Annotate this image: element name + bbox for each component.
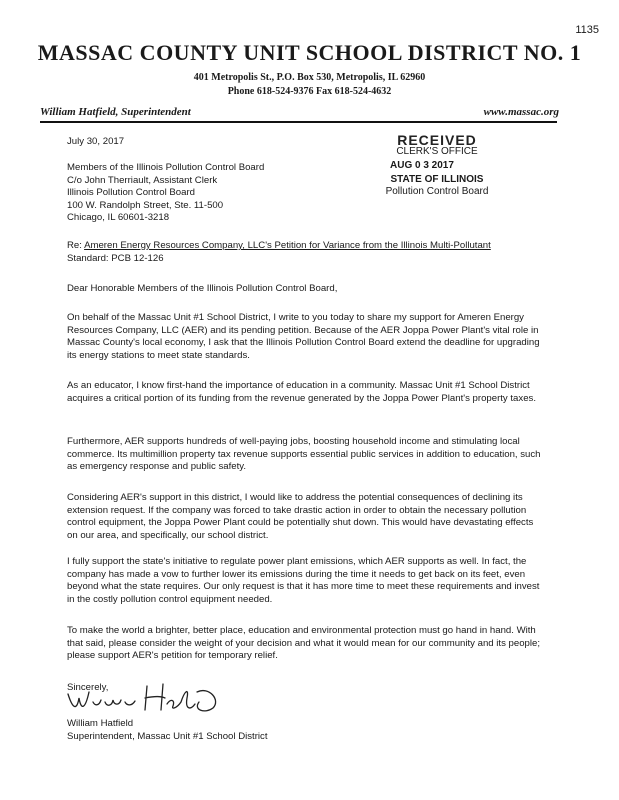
letter-date: July 30, 2017 <box>67 136 125 147</box>
re-prefix: Re: <box>67 240 85 251</box>
letterhead-title: MASSAC COUNTY UNIT SCHOOL DISTRICT NO. 1 <box>37 40 582 65</box>
recipient-line: C/o John Therriault, Assistant Clerk <box>67 174 218 186</box>
stamp-received: RECEIVED <box>397 132 477 148</box>
received-stamp <box>372 134 502 198</box>
recipient-address <box>67 162 264 225</box>
salutation: Dear Honorable Members of the Illinois Pollution Control Board, <box>67 283 338 294</box>
handwritten-signature <box>65 680 225 720</box>
body-paragraph: As an educator, I know first-hand the importance of education in a community. Massac Unit #1 School District acquires a critical portion of its funding from the revenue generated by the Joppa Power Plant's property taxes. <box>67 380 536 404</box>
body-paragraph: Furthermore, AER supports hundreds of well-paying jobs, boosting household income and stimulating local commerce. Its multimillion property tax revenue supports essential public services in addition to education, such as emergency response and public safety. <box>67 436 541 472</box>
body-paragraph: To make the world a brighter, better place, education and environmental protection must go hand in hand. With that said, please consider the weight of your decision and what it would mean for our community and its people; please support AER's petition for temporary relief. <box>67 625 541 661</box>
recipient-line: Members of the Illinois Pollution Control Board <box>67 162 265 173</box>
stamp-date: AUG 0 3 2017 <box>390 160 454 171</box>
re-line <box>67 240 537 265</box>
letterhead-website: www.massac.org <box>483 106 559 118</box>
body-paragraph: On behalf of the Massac Unit #1 School District, I write to you today to share my support for Ameren Energy Resources Company, LLC (AER) and its pending petition. Because of the AER Joppa Power Plant's vital role in Massac County's local economy, I ask that the Illinois Pollution Control Board extend the deadline for upgrading its energy stations to meet state standards. <box>67 312 540 361</box>
stamp-office: CLERK'S OFFICE <box>396 146 478 157</box>
body-paragraph: Considering AER's support in this district, I would like to address the potential consequences of declining its extension request. If the company was forced to take drastic action in order to obtain the necessary pollution control equipment, the Joppa Power Plant could be potentially shut down. This would have devastating effects on our area, and specifically, our school district. <box>67 492 534 541</box>
recipient-line: Chicago, IL 60601-3218 <box>67 212 170 223</box>
signer-title: Superintendent, Massac Unit #1 School District <box>67 731 268 742</box>
recipient-line: 100 W. Randolph Street, Ste. 11-500 <box>67 199 224 211</box>
stamp-state: STATE OF ILLINOIS <box>390 174 484 185</box>
signer-name: William Hatfield <box>67 718 134 729</box>
re-subject: Ameren Energy Resources Company, LLC's Petition for Variance from the Illinois Multi-Pollutant <box>84 240 491 251</box>
closing: Sincerely, <box>67 682 109 693</box>
page-number: 1135 <box>575 24 599 36</box>
stamp-board: Pollution Control Board <box>385 186 489 197</box>
letterhead-divider <box>40 121 557 123</box>
letterhead-phone: Phone 618-524-9376 Fax 618-524-4632 <box>227 86 392 97</box>
re-standard: Standard: PCB 12-126 <box>67 252 164 264</box>
letterhead-address: 401 Metropolis St., P.O. Box 530, Metropolis, IL 62960 <box>193 72 426 83</box>
letterhead-superintendent: William Hatfield, Superintendent <box>40 106 191 118</box>
recipient-line: Illinois Pollution Control Board <box>67 187 195 198</box>
body-paragraph: I fully support the state's initiative to regulate power plant emissions, which AER supports as well. In fact, the company has made a vow to further lower its emissions during the time it needs to get back on its feet, even beyond what the state requires. Our only request is that it has more time to meet these requirements and invest in the costly pollution control equipment needed. <box>67 556 540 605</box>
